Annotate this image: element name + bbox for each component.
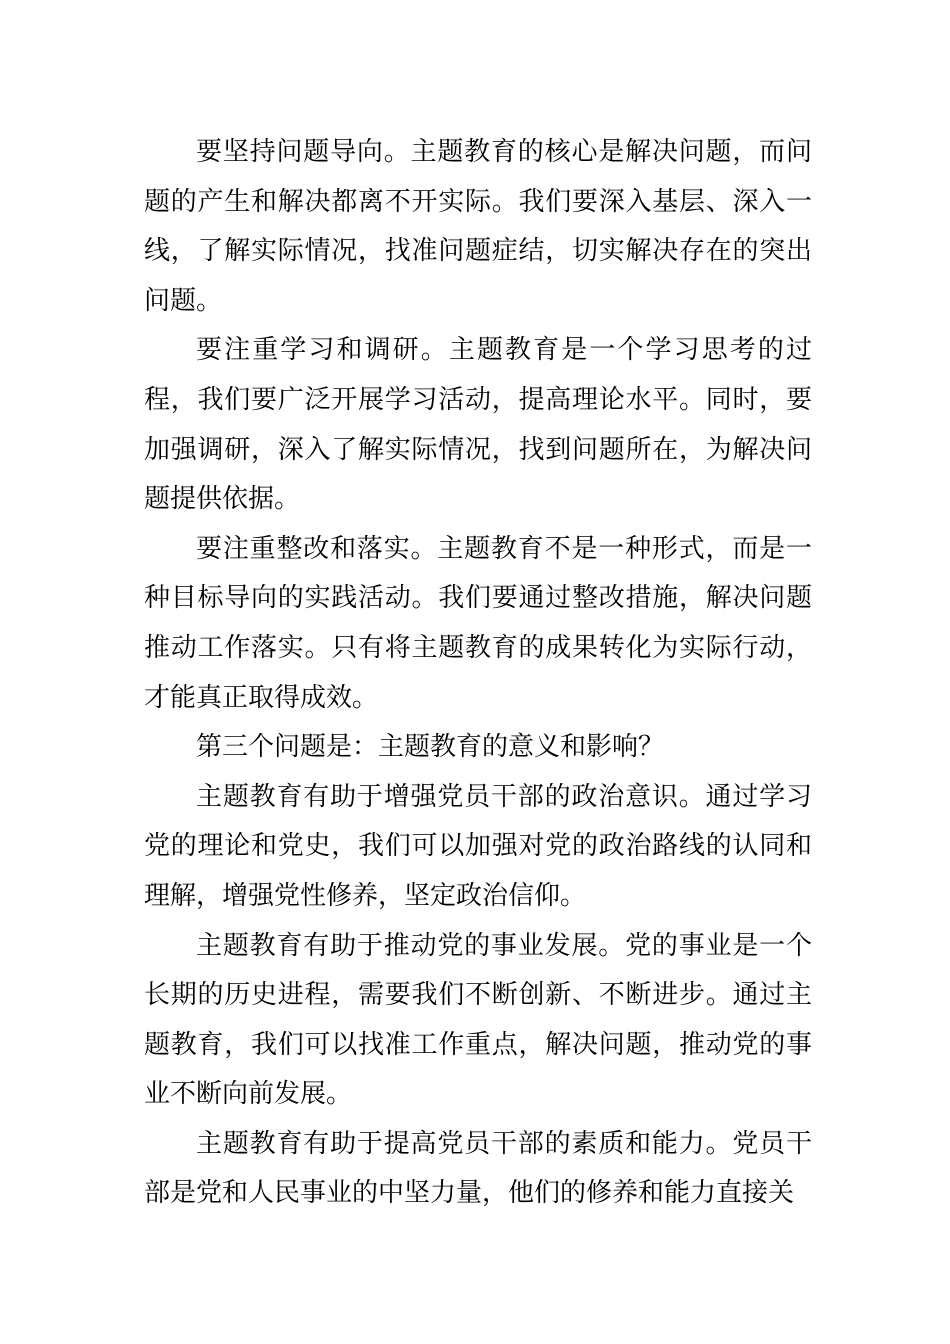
paragraph-problem-orientation: 要坚持问题导向。主题教育的核心是解决问题，而问题的产生和解决都离不开实际。我们要深入基层、深入一线，了解实际情况，找准问题症结，切实解决存在的突出问题。 xyxy=(144,137,812,316)
section-question-three: 第三个问题是：主题教育的意义和影响？ xyxy=(196,732,665,763)
paragraph-study-research: 要注重学习和调研。主题教育是一个学习思考的过程，我们要广泛开展学习活动，提高理论水平。同时，要加强调研，深入了解实际情况，找到问题所在，为解决问题提供依据。 xyxy=(144,335,812,515)
paragraph-quality-ability: 主题教育有助于提高党员干部的素质和能力。党员干部是党和人民事业的中坚力量，他们的修养和能力直接关 xyxy=(144,1128,812,1209)
document-body xyxy=(144,128,812,1219)
paragraph-rectification: 要注重整改和落实。主题教育不是一种形式，而是一种目标导向的实践活动。我们要通过整改措施，解决问题推动工作落实。只有将主题教育的成果转化为实际行动，才能真正取得成效。 xyxy=(144,533,812,713)
paragraph-political-awareness: 主题教育有助于增强党员干部的政治意识。通过学习党的理论和党史，我们可以加强对党的政治路线的认同和理解，增强党性修养，坚定政治信仰。 xyxy=(144,781,812,911)
paragraph-party-development: 主题教育有助于推动党的事业发展。党的事业是一个长期的历史进程，需要我们不断创新、不断进步。通过主题教育，我们可以找准工作重点，解决问题，推动党的事业不断向前发展。 xyxy=(144,930,812,1110)
